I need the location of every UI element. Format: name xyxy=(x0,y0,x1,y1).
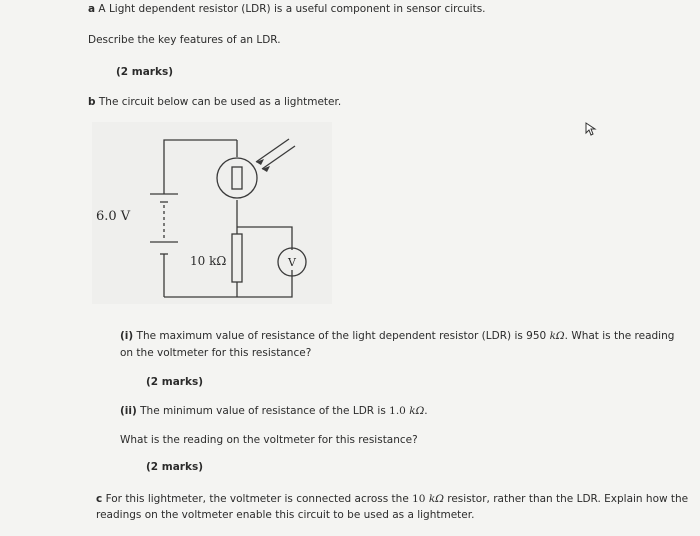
question-c-value: 10 xyxy=(412,493,426,505)
question-b-ii-question: What is the reading on the voltmeter for this resistance? xyxy=(120,434,418,446)
question-b-i xyxy=(120,329,674,343)
question-c xyxy=(96,492,688,506)
question-b-i-text1: The maximum value of resistance of the light dependent resistor (LDR) is 950 xyxy=(133,330,550,342)
voltmeter-symbol-label: V xyxy=(288,256,296,269)
question-a-label: a xyxy=(88,3,96,15)
question-a-describe: Describe the key features of an LDR. xyxy=(88,34,281,46)
question-c-unit: kΩ xyxy=(428,493,444,505)
question-b-text: The circuit below can be used as a lightmeter. xyxy=(95,96,342,108)
question-c-text1: For this lightmeter, the voltmeter is connected across the xyxy=(102,493,413,505)
question-b-i-text2: . What is the reading xyxy=(564,330,675,342)
question-b-i-label: (i) xyxy=(120,330,134,342)
question-a-marks: (2 marks) xyxy=(116,66,173,78)
question-b-label: b xyxy=(88,96,96,108)
question-b-ii xyxy=(120,404,428,418)
question-b-i-marks: (2 marks) xyxy=(146,376,203,388)
question-b-ii-label: (ii) xyxy=(120,405,137,417)
question-b-ii-marks: (2 marks) xyxy=(146,461,203,473)
question-b-ii-text2: . xyxy=(424,405,428,417)
question-a-text: A Light dependent resistor (LDR) is a useful component in sensor circuits. xyxy=(95,3,486,15)
question-b-i-text3: on the voltmeter for this resistance? xyxy=(120,347,312,359)
question-b-ii-unit: kΩ xyxy=(409,405,425,417)
question-a xyxy=(88,2,486,16)
question-c-text3: readings on the voltmeter enable this circuit to be used as a lightmeter. xyxy=(96,509,475,521)
question-b xyxy=(88,95,341,109)
question-b-ii-value: 1.0 xyxy=(389,405,406,417)
battery-voltage-label: 6.0 V xyxy=(96,209,131,224)
mouse-cursor-icon xyxy=(585,122,597,136)
question-c-text2: resistor, rather than the LDR. Explain how the xyxy=(443,493,689,505)
lightmeter-circuit-diagram xyxy=(92,122,332,304)
question-b-i-unit: kΩ xyxy=(549,330,565,342)
resistor-value-label: 10 kΩ xyxy=(190,254,227,268)
question-c-label: c xyxy=(96,493,103,505)
question-b-ii-text1: The minimum value of resistance of the LDR is xyxy=(136,405,390,417)
